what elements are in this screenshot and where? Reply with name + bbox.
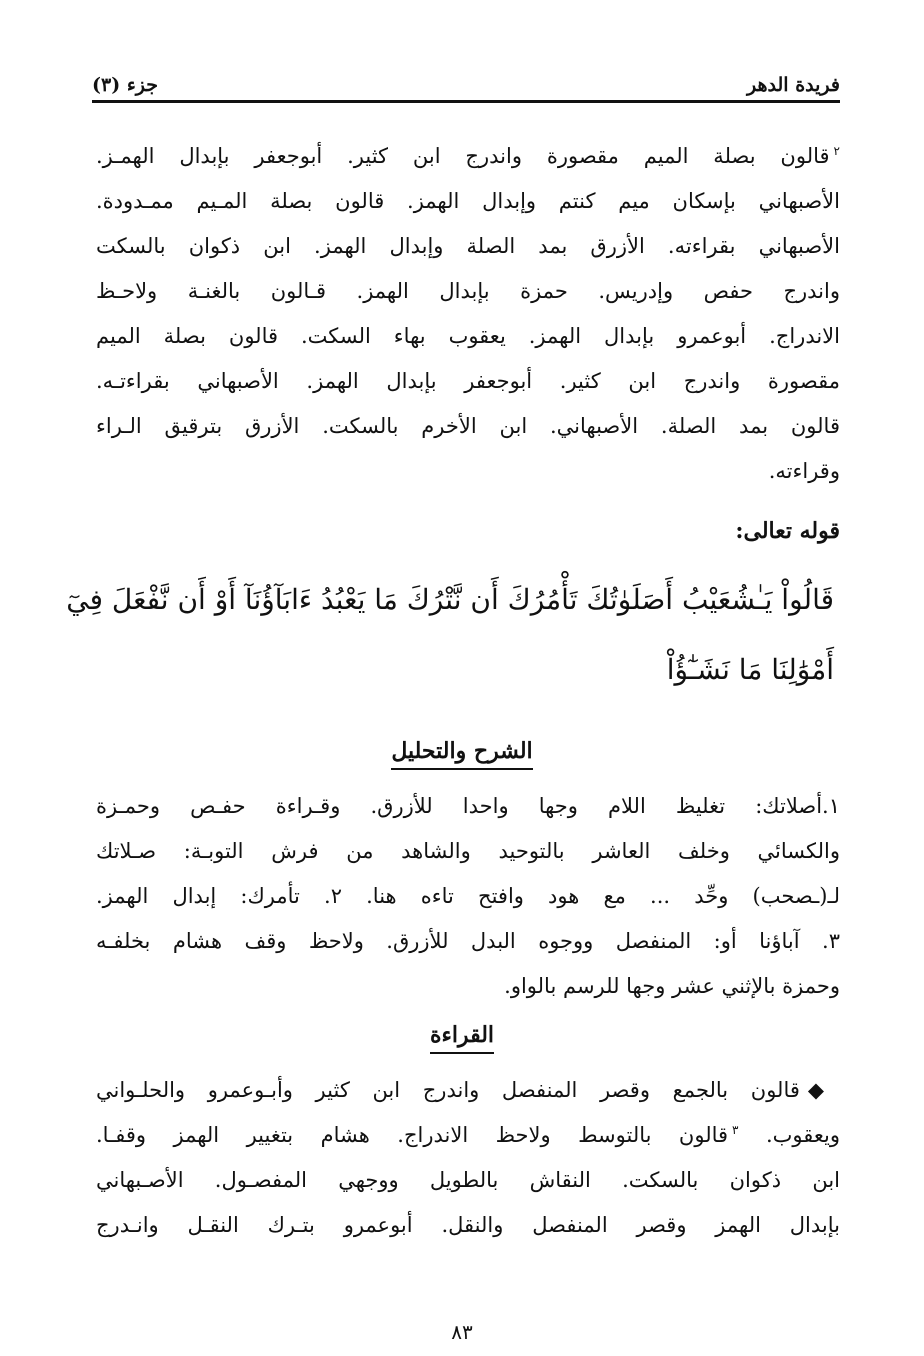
footnote-line: الاندراج. أبوعمرو بإبدال الهمز. يعقوب بهاء السكت. قالون بصلة الميم [96,324,840,348]
sharh-block [96,784,840,1009]
qiraa-title: القراءة [0,1022,924,1048]
page-number: ٨٣ [451,1320,473,1344]
verse-line: قَالُواْ يَـٰشُعَيْبُ أَصَلَوٰتُكَ تَأْمُرُكَ أَن نَّتْرُكَ مَا يَعْبُدُ ءَابَآؤُنَآ أَوْ أَن نَّفْعَلَ فِيٓ [66,583,834,616]
sharh-line: ٣. آباؤنا أو: المنفصل ووجوه البدل للأزرق. ولاحظ وقف هشام بخلفـه [96,929,840,953]
sharh-line: ١.أصلاتك: تغليظ اللام وجها واحدا للأزرق. وقـراءة حفـص وحمـزة [96,794,840,818]
footnote-line: قالون بمد الصلة. الأصبهاني. ابن الأخرم بالسكت. الأزرق بترقيق الـراء [96,414,840,438]
sharh-line: والكسائي وخلف العاشر بالتوحيد والشاهد من فرش التوبـة: صـلاتك [96,839,840,863]
qiraa-line: ابن ذكوان بالسكت. النقاش بالطويل ووجهي المفصـول. الأصـبهاني [96,1168,840,1192]
footnote-line: الأصبهاني بإسكان ميم كنتم وإبدال الهمز. قالون بصلة المـيم ممـدودة. [96,189,840,213]
diamond-bullet-icon: ◆ [807,1078,840,1102]
qiraa-line: بإبدال الهمز وقصر المنفصل والنقل. أبوعمرو بتـرك النقـل وانـدرج [96,1213,840,1237]
running-header [92,58,840,103]
footnote-line: $^٢$قالون بصلة الميم مقصورة واندرج ابن كثير. أبوجعفر بإبدال الهمـز. [96,144,840,168]
qiraa-line: ◆قالون بالجمع وقصر المنفصل واندرج ابن كثير وأبـوعمرو والحلـواني [96,1078,840,1102]
verse-intro: قوله تعالى: [735,518,840,544]
part-label: جزء (٣) [92,74,158,96]
book-title: فريدة الدهر [747,74,840,96]
footnote-marker: ٣ [732,1123,739,1137]
footnote-line: واندرج حفص وإدريس. حمزة بإبدال الهمز. قـالون بالغنـة ولاحـظ [96,279,840,303]
footnote-block [96,134,840,494]
footnote-line: وقراءته. [768,459,840,483]
sharh-line: وحمزة بالإثني عشر وجها للرسم بالواو. [504,974,840,998]
quran-verse [66,565,834,705]
verse-line: أَمْوَٰلِنَا مَا نَشَـٰٓؤُاْ [666,653,834,686]
footnote-marker: ٢ [833,144,840,158]
sharh-line: لـ(ـصحب) وحِّد ... مع هود وافتح تاءه هنا. ٢. تأمرك: إبدال الهمز. [96,884,840,908]
qiraa-line: ويعقوب. $^٣$قالون بالتوسط ولاحظ الاندراج. هشام بتغيير الهمز وقفـا. [96,1123,840,1147]
sharh-title: الشرح والتحليل [0,738,924,764]
footnote-line: الأصبهاني بقراءته. الأزرق بمد الصلة وإبدال الهمز. ابن ذكوان بالسكت [96,234,840,258]
qiraa-block [96,1068,840,1248]
footnote-line: مقصورة واندرج ابن كثير. أبوجعفر بإبدال الهمز. الأصبهاني بقراءتـه. [96,369,840,393]
